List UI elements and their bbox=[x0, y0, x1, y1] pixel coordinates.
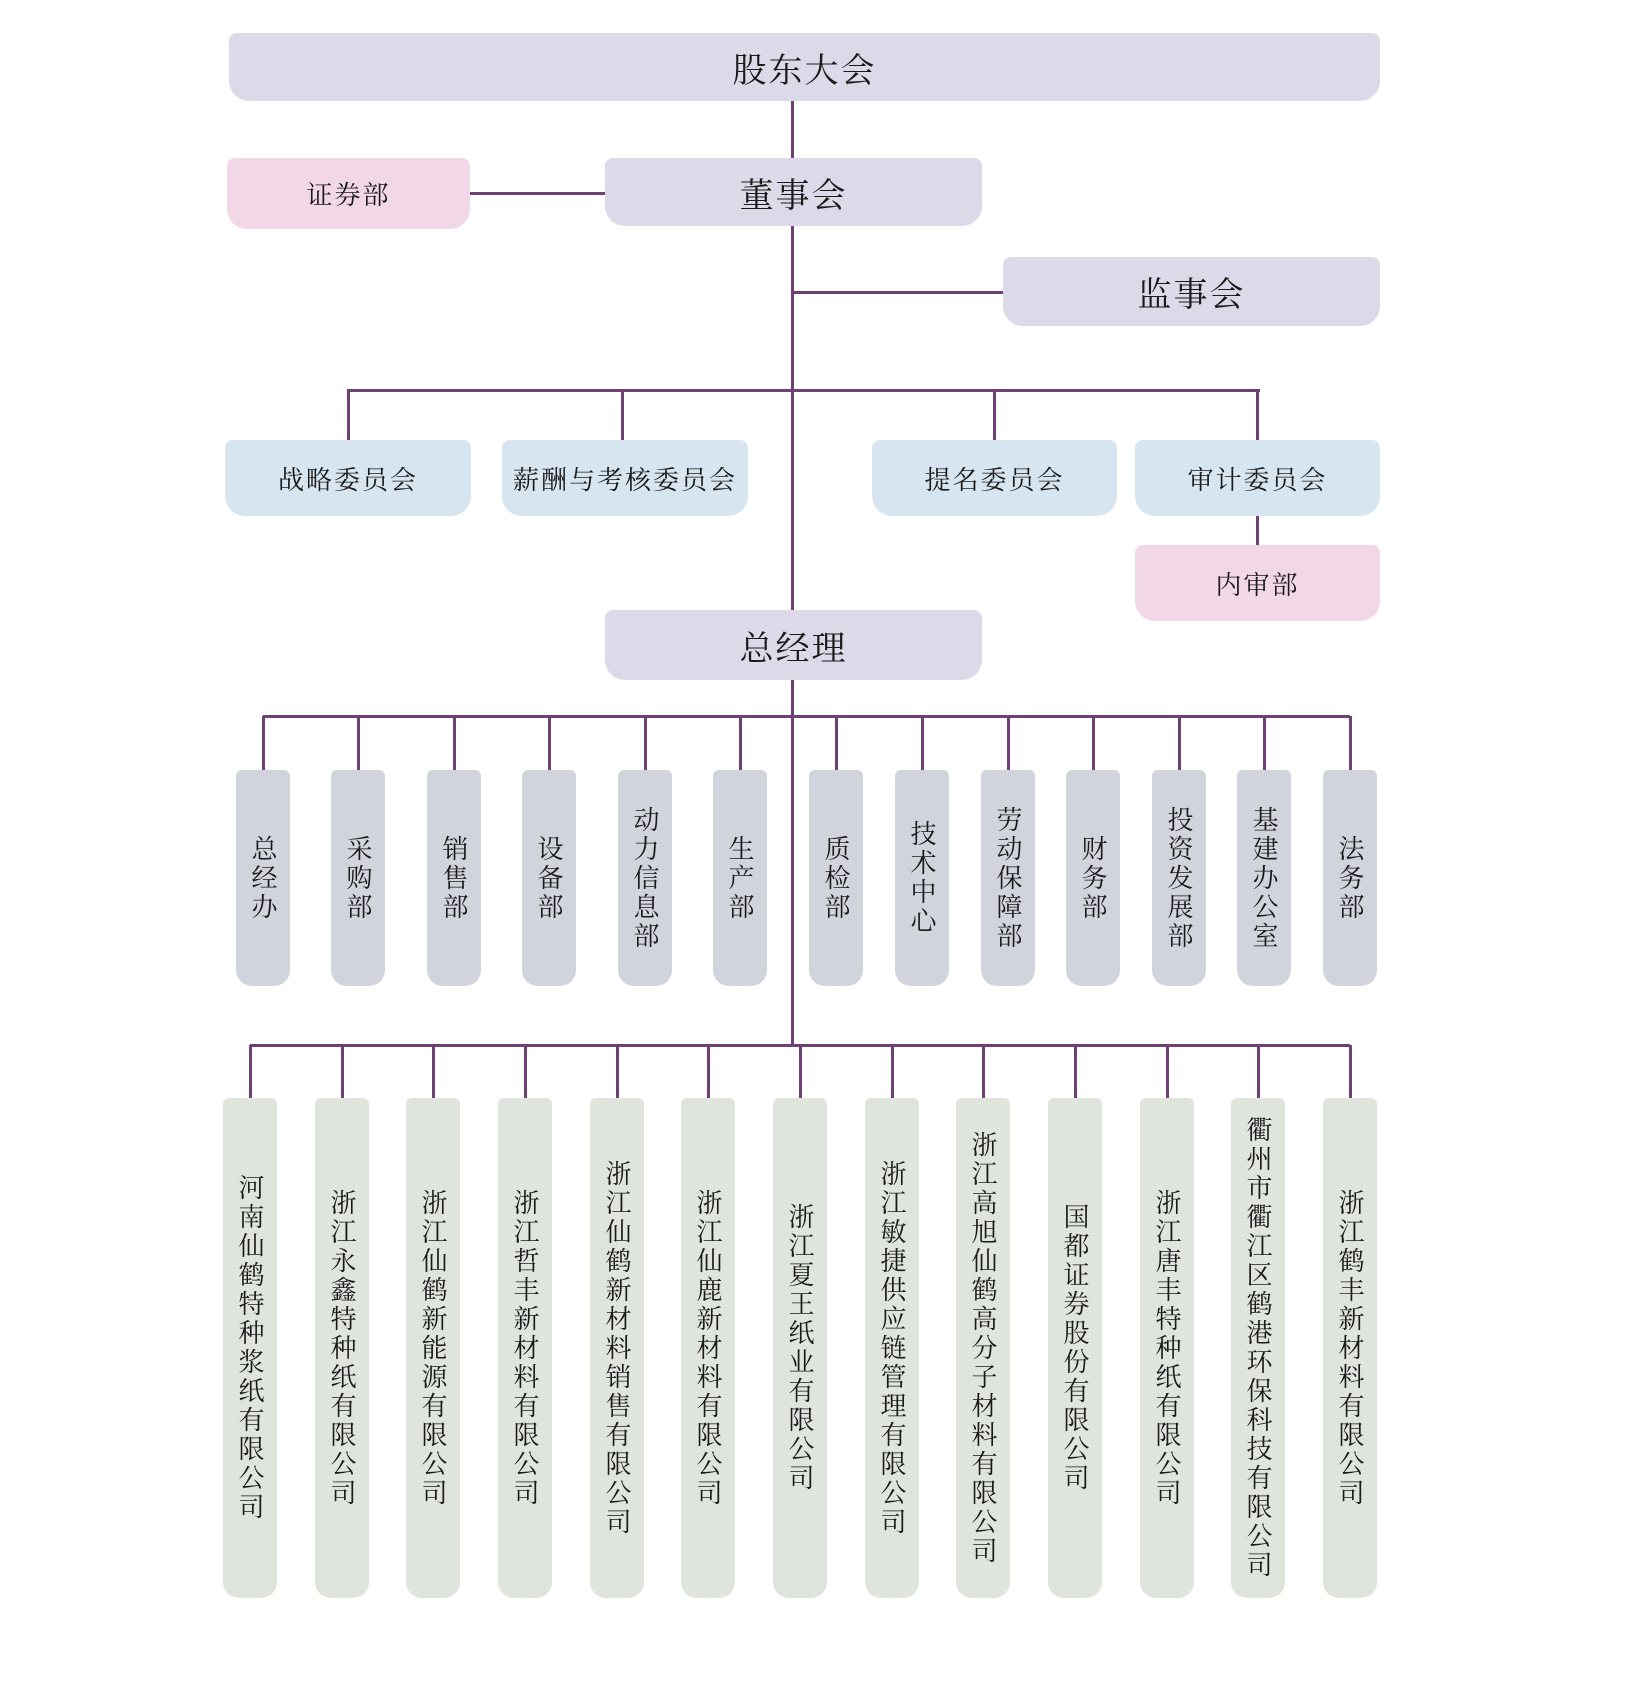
committee-node-strategy: 战略委员会 bbox=[225, 440, 471, 516]
department-label: 生产部 bbox=[725, 834, 755, 922]
subsidiary-label: 浙江仙鹤新材料销售有限公司 bbox=[602, 1159, 632, 1537]
subsidiary-label: 浙江夏王纸业有限公司 bbox=[785, 1203, 815, 1493]
connector-line bbox=[453, 716, 456, 770]
department-node bbox=[427, 770, 481, 986]
connector-line bbox=[792, 291, 1003, 294]
connector-line bbox=[791, 226, 794, 610]
department-label: 法务部 bbox=[1335, 834, 1365, 922]
connector-line bbox=[432, 1045, 435, 1098]
connector-line bbox=[921, 716, 924, 770]
node-internal-audit-dept: 内审部 bbox=[1135, 545, 1380, 621]
connector-line bbox=[263, 715, 1350, 718]
department-label: 财务部 bbox=[1078, 834, 1108, 922]
subsidiary-label: 浙江敏捷供应链管理有限公司 bbox=[877, 1159, 907, 1537]
department-node bbox=[981, 770, 1035, 986]
subsidiary-label: 浙江高旭仙鹤高分子材料有限公司 bbox=[968, 1130, 998, 1566]
department-label: 销售部 bbox=[439, 834, 469, 922]
connector-line bbox=[616, 1045, 619, 1098]
department-label: 基建办公室 bbox=[1249, 805, 1279, 951]
department-node bbox=[618, 770, 672, 986]
committee-node-nomination: 提名委员会 bbox=[872, 440, 1117, 516]
subsidiary-node bbox=[406, 1098, 460, 1598]
department-node bbox=[1152, 770, 1206, 986]
subsidiary-label: 浙江仙鹤新能源有限公司 bbox=[418, 1188, 448, 1508]
connector-line bbox=[1349, 716, 1352, 770]
department-node bbox=[236, 770, 290, 986]
subsidiary-label: 河南仙鹤特种浆纸有限公司 bbox=[235, 1174, 265, 1522]
node-board-of-directors: 董事会 bbox=[605, 158, 982, 226]
node-general-manager: 总经理 bbox=[605, 610, 982, 680]
department-node bbox=[895, 770, 949, 986]
connector-line bbox=[1349, 1045, 1352, 1098]
connector-line bbox=[891, 1045, 894, 1098]
node-shareholders-meeting: 股东大会 bbox=[229, 33, 1380, 101]
connector-line bbox=[739, 716, 742, 770]
connector-line bbox=[835, 716, 838, 770]
department-node bbox=[713, 770, 767, 986]
department-label: 技术中心 bbox=[907, 820, 937, 936]
subsidiary-node bbox=[956, 1098, 1010, 1598]
subsidiary-label: 浙江唐丰特种纸有限公司 bbox=[1152, 1188, 1182, 1508]
connector-line bbox=[982, 1045, 985, 1098]
connector-line bbox=[341, 1045, 344, 1098]
subsidiary-node bbox=[1231, 1098, 1285, 1598]
committee-node-audit: 审计委员会 bbox=[1135, 440, 1380, 516]
subsidiary-node bbox=[1140, 1098, 1194, 1598]
connector-line bbox=[1092, 716, 1095, 770]
connector-line bbox=[470, 192, 605, 195]
connector-line bbox=[621, 390, 624, 440]
subsidiary-node bbox=[681, 1098, 735, 1598]
connector-line bbox=[644, 716, 647, 770]
subsidiary-node bbox=[590, 1098, 644, 1598]
department-node bbox=[331, 770, 385, 986]
connector-line bbox=[993, 390, 996, 440]
subsidiary-label: 衢州市衢江区鹤港环保科技有限公司 bbox=[1243, 1116, 1273, 1580]
connector-line bbox=[799, 1045, 802, 1098]
department-label: 总经办 bbox=[248, 834, 278, 922]
subsidiary-label: 国都证券股份有限公司 bbox=[1060, 1203, 1090, 1493]
subsidiary-node bbox=[498, 1098, 552, 1598]
connector-line bbox=[1074, 1045, 1077, 1098]
connector-line bbox=[1257, 1045, 1260, 1098]
connector-line bbox=[1178, 716, 1181, 770]
subsidiary-node bbox=[1048, 1098, 1102, 1598]
department-label: 劳动保障部 bbox=[993, 805, 1023, 951]
department-node bbox=[522, 770, 576, 986]
connector-line bbox=[524, 1045, 527, 1098]
connector-line bbox=[347, 389, 1260, 392]
connector-line bbox=[1263, 716, 1266, 770]
connector-line bbox=[791, 101, 794, 158]
connector-line bbox=[1166, 1045, 1169, 1098]
subsidiary-node bbox=[773, 1098, 827, 1598]
department-node bbox=[1323, 770, 1377, 986]
subsidiary-label: 浙江鹤丰新材料有限公司 bbox=[1335, 1188, 1365, 1508]
connector-line bbox=[262, 716, 265, 770]
subsidiary-node bbox=[315, 1098, 369, 1598]
connector-line bbox=[357, 716, 360, 770]
connector-line bbox=[347, 390, 350, 440]
connector-line bbox=[1256, 516, 1259, 545]
node-securities-dept: 证券部 bbox=[227, 158, 470, 229]
node-supervisory-board: 监事会 bbox=[1003, 257, 1380, 326]
department-node bbox=[1066, 770, 1120, 986]
department-node bbox=[1237, 770, 1291, 986]
department-label: 采购部 bbox=[343, 834, 373, 922]
department-node bbox=[809, 770, 863, 986]
connector-line bbox=[548, 716, 551, 770]
subsidiary-label: 浙江仙鹿新材料有限公司 bbox=[693, 1188, 723, 1508]
department-label: 动力信息部 bbox=[630, 805, 660, 951]
subsidiary-node bbox=[223, 1098, 277, 1598]
subsidiary-label: 浙江永鑫特种纸有限公司 bbox=[327, 1188, 357, 1508]
subsidiary-node bbox=[865, 1098, 919, 1598]
subsidiary-node bbox=[1323, 1098, 1377, 1598]
connector-line bbox=[249, 1045, 252, 1098]
connector-line bbox=[1007, 716, 1010, 770]
subsidiary-label: 浙江哲丰新材料有限公司 bbox=[510, 1188, 540, 1508]
department-label: 设备部 bbox=[534, 834, 564, 922]
connector-line bbox=[791, 680, 794, 1045]
connector-line bbox=[707, 1045, 710, 1098]
department-label: 投资发展部 bbox=[1164, 805, 1194, 951]
committee-node-compensation: 薪酬与考核委员会 bbox=[502, 440, 748, 516]
connector-line bbox=[1256, 390, 1259, 440]
department-label: 质检部 bbox=[821, 834, 851, 922]
